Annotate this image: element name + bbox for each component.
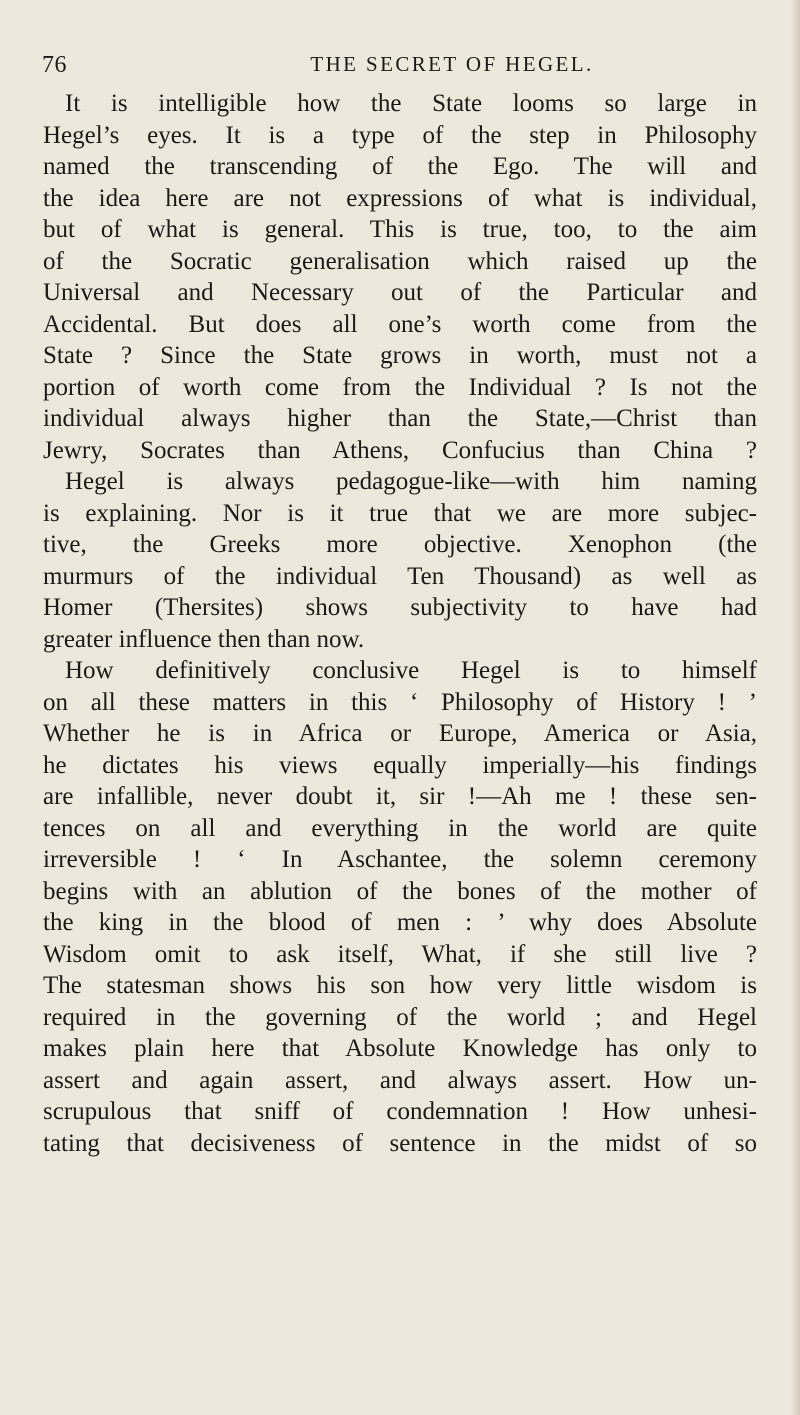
page-header [42,52,742,82]
text-line: begins with an ablution of the bones of the mother of [43,877,757,905]
text-line: portion of worth come from the Individual ? Is not the [43,373,757,401]
text-line: on all these matters in this ‘ Philosophy of History ! ’ [43,688,757,716]
text-line: the king in the blood of men : ’ why does Absolute [43,909,757,936]
text-line: Homer (Thersites) shows subjectivity to have had [43,594,757,621]
text-line: assert and again assert, and always assert. How un- [43,1066,757,1094]
text-line: tating that decisiveness of sentence in the midst of so [43,1129,757,1157]
text-line: Wisdom omit to ask itself, What, if she still live ? [43,940,757,968]
text-line: Whether he is in Africa or Europe, America or Asia, [43,720,757,747]
text-line: scrupulous that sniff of condemnation ! How unhesi- [43,1098,757,1125]
text-line: named the transcending of the Ego. The will and [43,153,757,180]
text-line: is explaining. Nor is it true that we are more subjec- [43,499,757,527]
text-line: Accidental. But does all one’s worth come from the [43,310,757,338]
text-line: State ? Since the State grows in worth, must not a [43,342,757,369]
text-line: he dictates his views equally imperially—his findings [43,751,757,779]
text-line: the idea here are not expressions of what is individual, [43,184,757,212]
text-line: required in the governing of the world ; and Hegel [43,1003,757,1031]
text-line: irreversible ! ‘ In Aschantee, the solemn ceremony [43,846,757,873]
text-line: are infallible, never doubt it, sir !—Ah me ! these sen- [43,783,757,810]
text-line: Jewry, Socrates than Athens, Confucius than China ? [43,436,757,464]
text-line: of the Socratic generalisation which raised up the [43,247,757,275]
text-line: Hegel’s eyes. It is a type of the step in Philosophy [43,121,757,149]
text-line: The statesman shows his son how very little wisdom is [43,972,757,999]
text-line: How definitively conclusive Hegel is to himself [65,657,757,684]
text-line: Hegel is always pedagogue-like—with him naming [65,468,757,495]
body-text [43,88,757,1159]
page-number: 76 [42,52,67,78]
text-line: tive, the Greeks more objective. Xenophon (the [43,531,757,558]
page-edge-shadow [790,0,800,1415]
running-head: THE SECRET OF HEGEL. [310,52,594,76]
text-line: murmurs of the individual Ten Thousand) as well as [43,562,757,590]
text-line: It is intelligible how the State looms so large in [65,90,757,117]
text-line: greater influence then than now. [43,625,365,653]
text-line: makes plain here that Absolute Knowledge has only to [43,1035,757,1062]
text-line: tences on all and everything in the world are quite [43,814,757,842]
text-line: but of what is general. This is true, too, to the aim [43,216,757,243]
text-line: Universal and Necessary out of the Particular and [43,279,757,306]
text-line: individual always higher than the State,—Christ than [43,405,757,432]
